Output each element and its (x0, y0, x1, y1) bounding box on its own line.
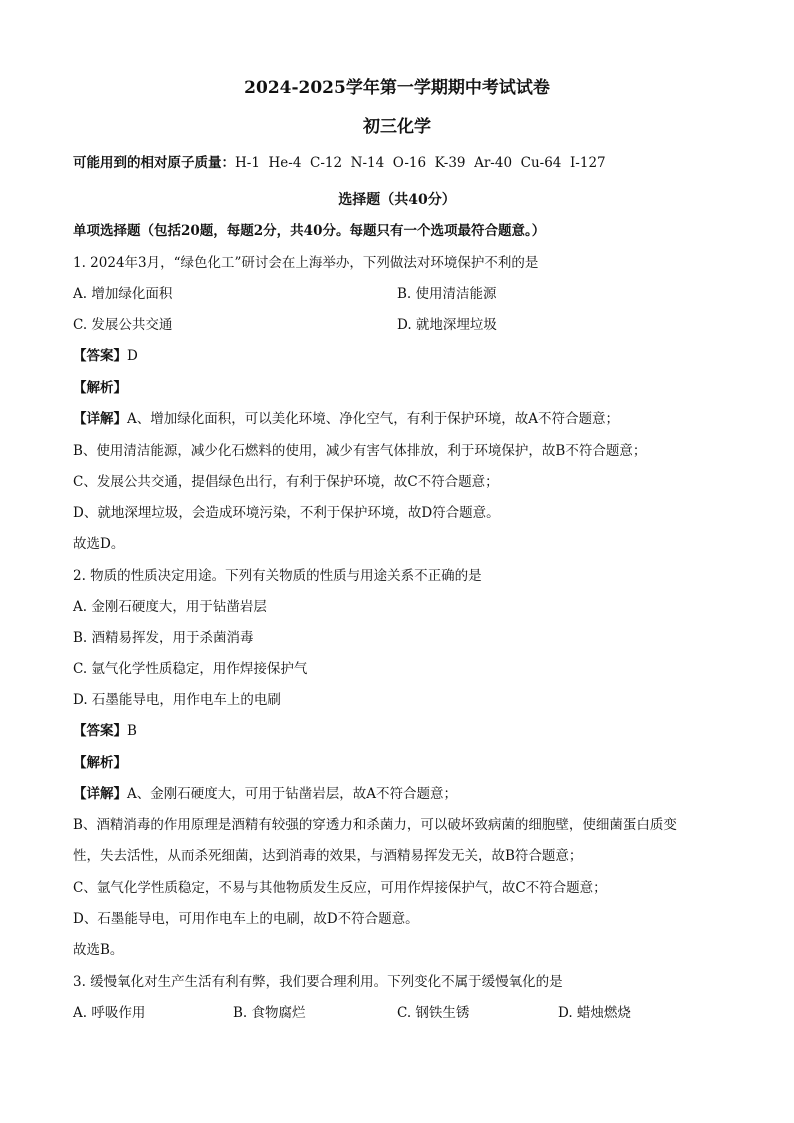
q2-conclusion: 故选B。 (73, 942, 124, 958)
q1-detail-1-text: A、增加绿化面积，可以美化环境、净化空气，有利于保护环境，故A不符合题意； (127, 411, 619, 427)
q2-option-c: C. 氩气化学性质稳定，用作焊接保护气 (73, 661, 308, 677)
q3-options-row (73, 1003, 713, 1023)
q1-detail-3: C、发展公共交通，提倡绿色出行，有利于保护环境，故C不符合题意； (73, 474, 499, 490)
q2-detail-3: C、氩气化学性质稳定，不易与其他物质发生反应，可用作焊接保护气，故C不符合题意； (73, 880, 607, 896)
q1-analysis-tag: 【解析】 (73, 380, 127, 396)
q2-detail-2a: B、酒精消毒的作用原理是酒精有较强的穿透力和杀菌力，可以破坏致病菌的细胞壁，使细菌蛋白质变 (73, 817, 677, 833)
q1-options-row2 (73, 315, 497, 335)
exam-subtitle: 初三化学 (363, 117, 431, 137)
q1-option-c: C. 发展公共交通 (73, 317, 173, 333)
q2-detail-1-text: A、金刚石硬度大，可用于钻凿岩层，故A不符合题意； (127, 786, 457, 802)
q3-option-c: C. 钢铁生锈 (397, 1005, 470, 1021)
q1-answer-tag: 【答案】 (73, 348, 127, 364)
q3-stem: 3. 缓慢氧化对生产生活有利有弊，我们要合理利用。下列变化不属于缓慢氧化的是 (73, 974, 563, 990)
q1-answer-value: D (127, 348, 138, 364)
q3-option-b: B. 食物腐烂 (233, 1005, 306, 1021)
q2-detail-4: D、石墨能导电，可用作电车上的电刷，故D不符合题意。 (73, 911, 419, 927)
q2-answer-value: B (127, 723, 137, 739)
q2-detail-tag: 【详解】 (73, 786, 127, 802)
q2-option-a: A. 金刚石硬度大，用于钻凿岩层 (73, 599, 267, 615)
section-title: 选择题（共40分） (338, 192, 456, 208)
q1-detail-tag: 【详解】 (73, 411, 127, 427)
atomic-mass-values: H-1 He-4 C-12 N-14 O-16 K-39 Ar-40 Cu-64 I-127 (235, 155, 606, 171)
q2-answer (73, 721, 137, 741)
q2-detail-1 (73, 784, 457, 804)
q1-option-a: A. 增加绿化面积 (73, 286, 173, 302)
q1-option-d: D. 就地深埋垃圾 (397, 317, 497, 333)
q1-option-b: B. 使用清洁能源 (397, 286, 497, 302)
q2-option-b: B. 酒精易挥发，用于杀菌消毒 (73, 630, 254, 646)
q2-stem: 2. 物质的性质决定用途。下列有关物质的性质与用途关系不正确的是 (73, 568, 482, 584)
section-instruction: 单项选择题（包括20题，每题2分，共40分。每题只有一个选项最符合题意。） (73, 223, 546, 239)
q1-answer (73, 346, 138, 366)
q2-detail-2b: 性，失去活性，从而杀死细菌，达到消毒的效果，与酒精易挥发无关，故B符合题意； (73, 848, 583, 864)
q2-analysis-tag: 【解析】 (73, 755, 127, 771)
atomic-mass-label: 可能用到的相对原子质量： (73, 155, 235, 171)
q1-detail-1 (73, 409, 619, 429)
exam-title: 2024-2025学年第一学期期中考试试卷 (244, 78, 550, 98)
q1-options-row1 (73, 284, 497, 304)
q1-conclusion: 故选D。 (73, 536, 125, 552)
q3-option-a: A. 呼吸作用 (73, 1005, 146, 1021)
q1-detail-2: B、使用清洁能源，减少化石燃料的使用，减少有害气体排放，利于环境保护，故B不符合题意； (73, 443, 647, 459)
q2-answer-tag: 【答案】 (73, 723, 127, 739)
q2-option-d: D. 石墨能导电，用作电车上的电刷 (73, 692, 281, 708)
atomic-mass-row (73, 153, 606, 173)
q3-option-d: D. 蜡烛燃烧 (558, 1005, 631, 1021)
q1-detail-4: D、就地深埋垃圾，会造成环境污染，不利于保护环境，故D符合题意。 (73, 505, 500, 521)
q1-stem: 1. 2024年3月，“绿色化工”研讨会在上海举办，下列做法对环境保护不利的是 (73, 255, 539, 271)
